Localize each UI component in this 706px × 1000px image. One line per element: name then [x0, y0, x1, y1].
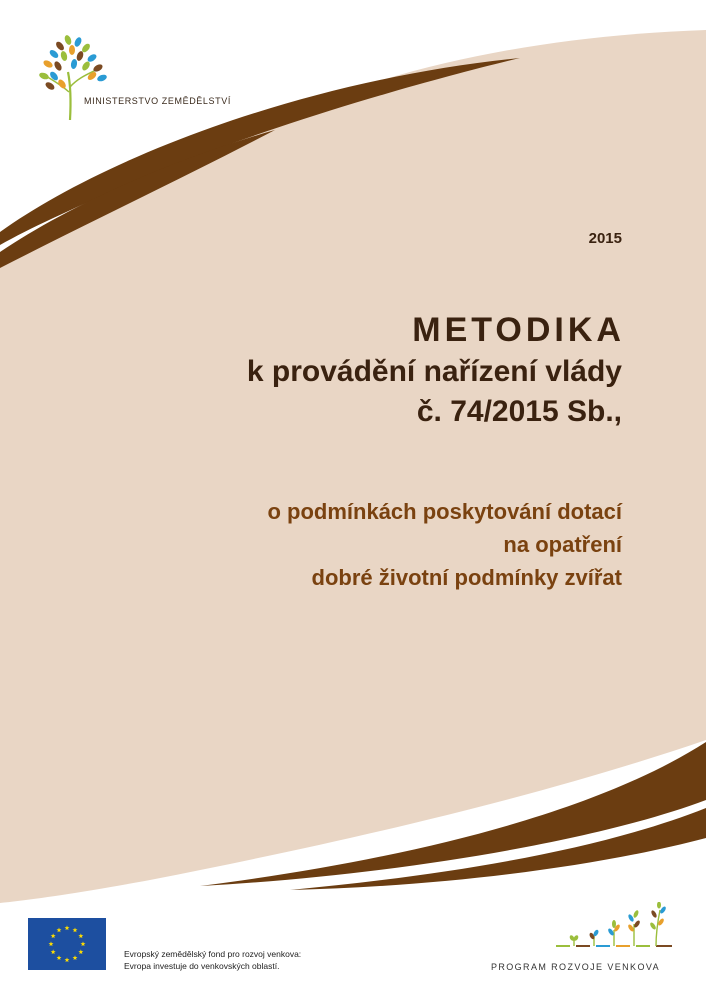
- eu-fund-line-1: Evropský zemědělský fond pro rozvoj venkova:: [124, 949, 302, 959]
- ministry-name: MINISTERSTVO ZEMĚDĚLSTVÍ: [84, 96, 231, 106]
- eu-fund-text: [124, 948, 301, 972]
- subtitle-line-3: dobré životní podmínky zvířat: [311, 565, 622, 590]
- title-line-3: č. 74/2015 Sb.,: [416, 395, 622, 428]
- title-line-2: k provádění nařízení vlády: [246, 355, 622, 388]
- program-name: PROGRAM ROZVOJE VENKOVA: [490, 962, 660, 972]
- document-title: [246, 308, 625, 432]
- publication-year: 2015: [588, 230, 622, 247]
- subtitle-line-1: o podmínkách poskytování dotací: [267, 499, 622, 524]
- tree-logo-icon: [38, 32, 108, 122]
- beige-panel: [0, 30, 706, 903]
- eu-fund-line-2: Evropa investuje do venkovských oblastí.: [124, 961, 280, 971]
- document-subtitle: [267, 495, 622, 594]
- program-sprouts-icon: [552, 902, 678, 954]
- title-main: METODIKA: [412, 311, 625, 349]
- eu-flag-icon: [28, 918, 106, 970]
- subtitle-line-2: na opatření: [503, 532, 622, 557]
- ministry-logo: [38, 32, 258, 122]
